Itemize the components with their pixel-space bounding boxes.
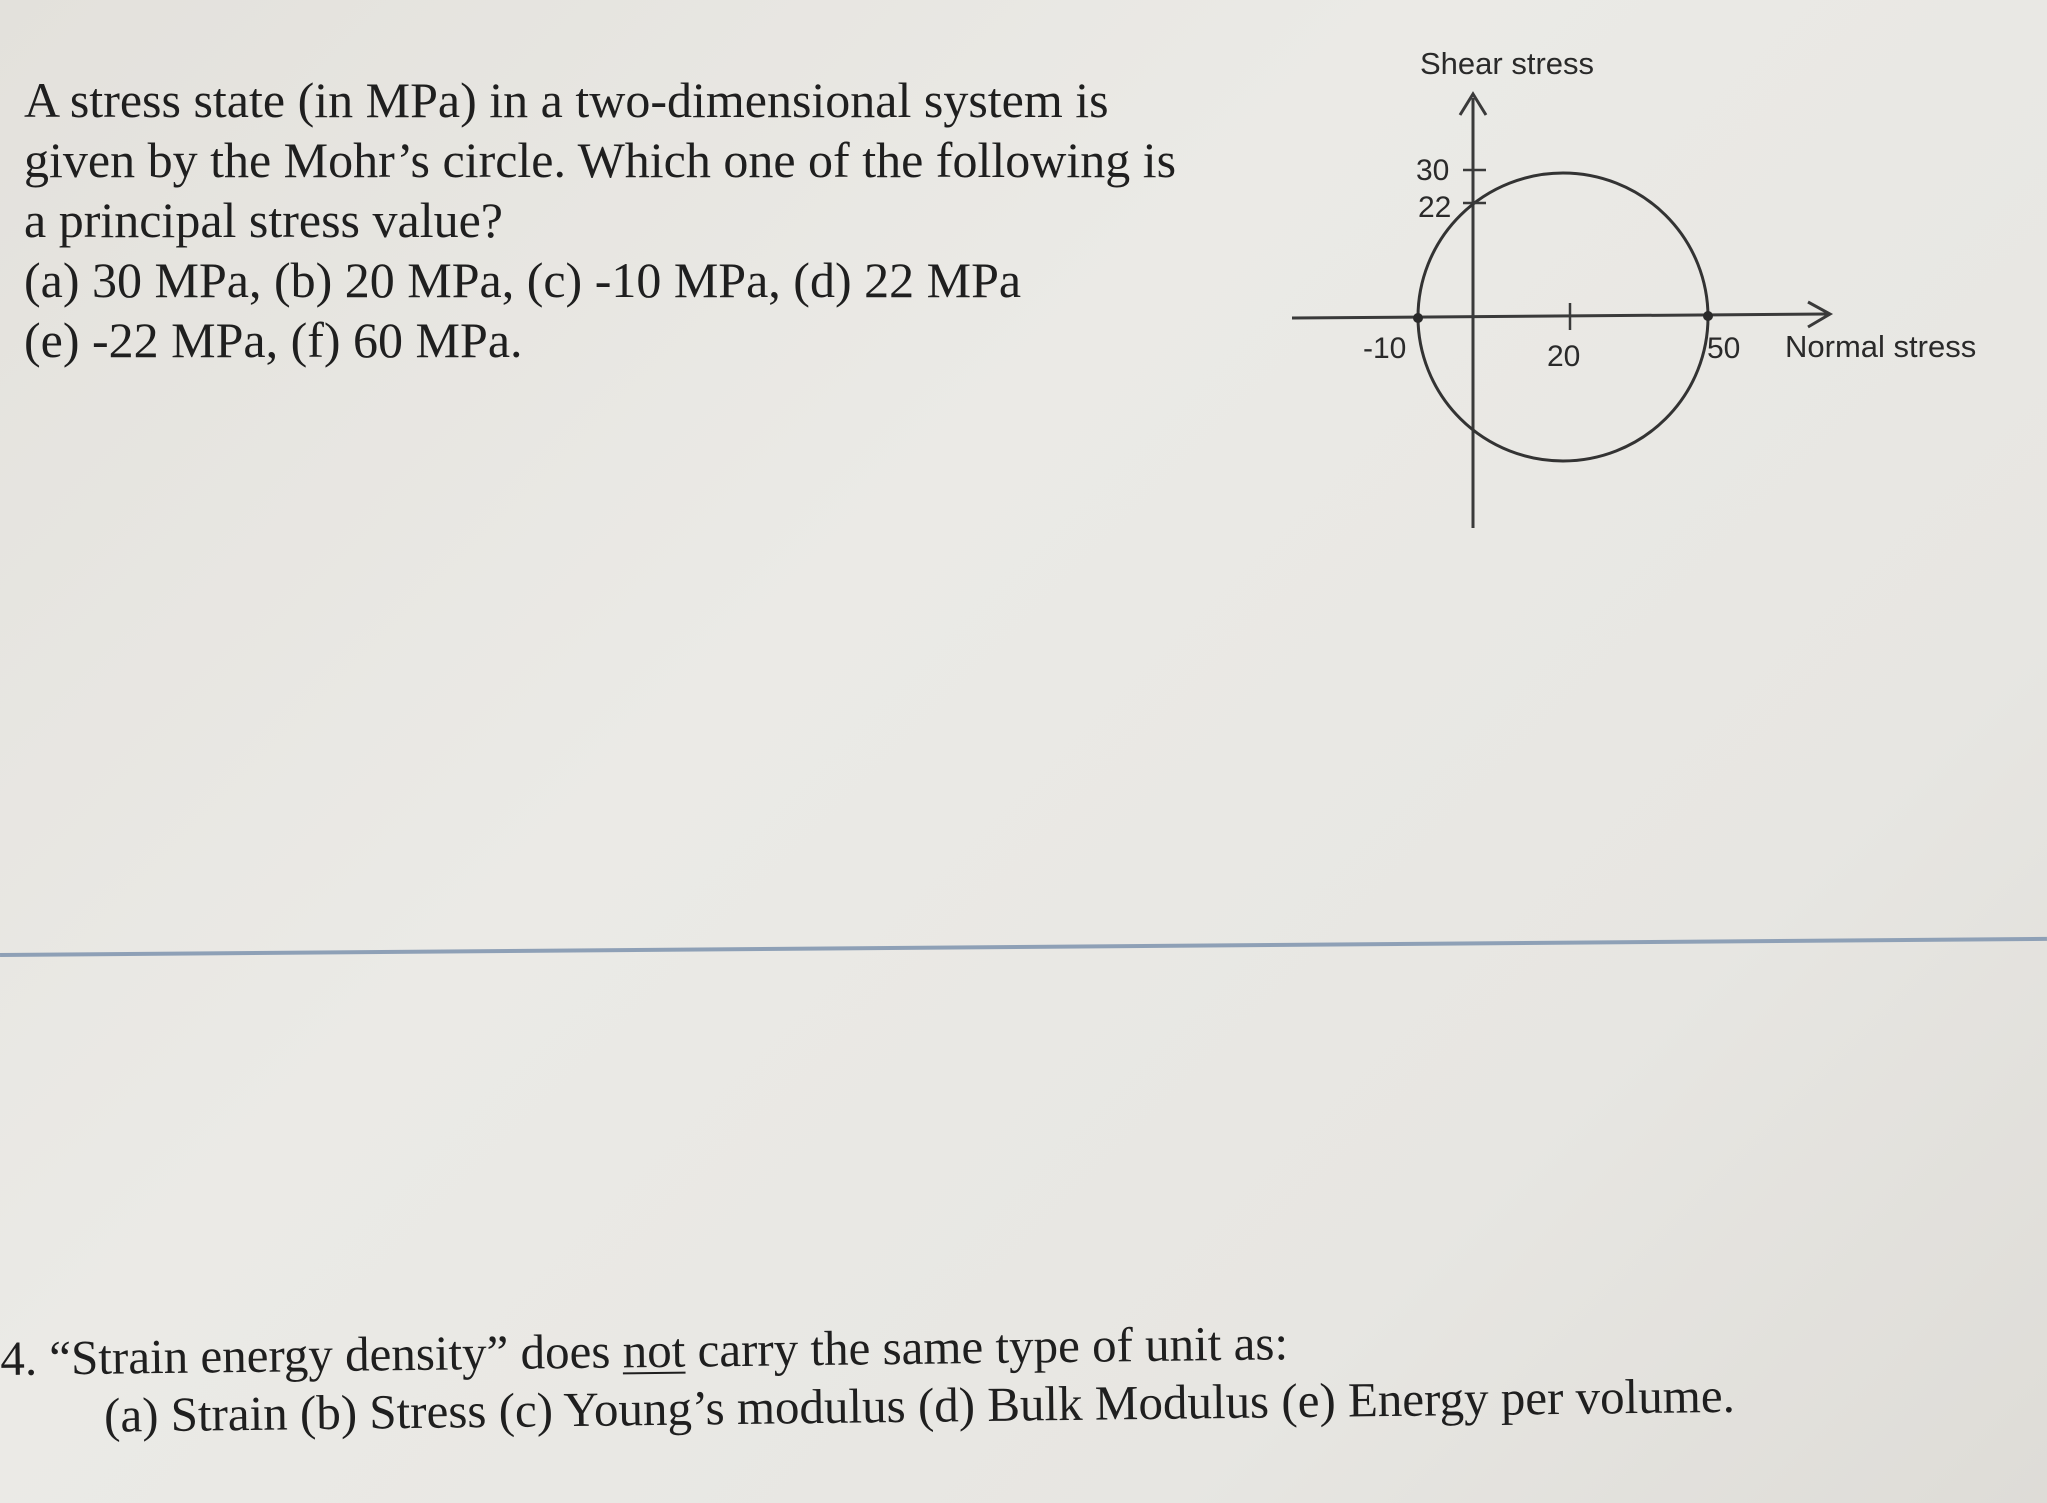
question-1-line-1: A stress state (in MPa) in a two-dimensional system is [24, 72, 1109, 128]
question-1-line-2: given by the Mohr’s circle. Which one of the following is [24, 132, 1177, 188]
section-divider [0, 937, 2047, 957]
x-tick-label-50: 50 [1707, 332, 1741, 365]
normal-stress-axis [1292, 314, 1827, 318]
shear-stress-label: Shear stress [1420, 46, 1595, 81]
question-2-number: 4. [0, 1330, 38, 1386]
question-2-text-before: “Strain energy density” does [36, 1323, 623, 1386]
x-tick-label-20: 20 [1547, 340, 1581, 373]
question-2-options: (a) Strain (b) Stress (c) Young’s modulus (d) Bulk Modulus (e) Energy per volume. [103, 1367, 1736, 1443]
question-1-options-line-1: (a) 30 MPa, (b) 20 MPa, (c) -10 MPa, (d) 22 MPa [24, 252, 1022, 308]
mohrs-circle-diagram [1260, 30, 2000, 550]
question-2-underlined-word: not [622, 1322, 686, 1379]
question-2 [0, 1306, 2001, 1446]
question-1-line-3: a principal stress value? [24, 192, 503, 248]
question-1 [24, 70, 1284, 370]
y-tick-label-30: 30 [1416, 154, 1450, 187]
normal-stress-label: Normal stress [1785, 329, 1977, 364]
x-tick-label-neg10: -10 [1363, 332, 1407, 365]
y-tick-label-22: 22 [1418, 191, 1452, 224]
question-2-text-after: carry the same type of unit as: [684, 1315, 1289, 1378]
principal-point-max [1703, 311, 1713, 321]
principal-point-min [1413, 313, 1423, 323]
question-1-options-line-2: (e) -22 MPa, (f) 60 MPa. [24, 312, 523, 368]
